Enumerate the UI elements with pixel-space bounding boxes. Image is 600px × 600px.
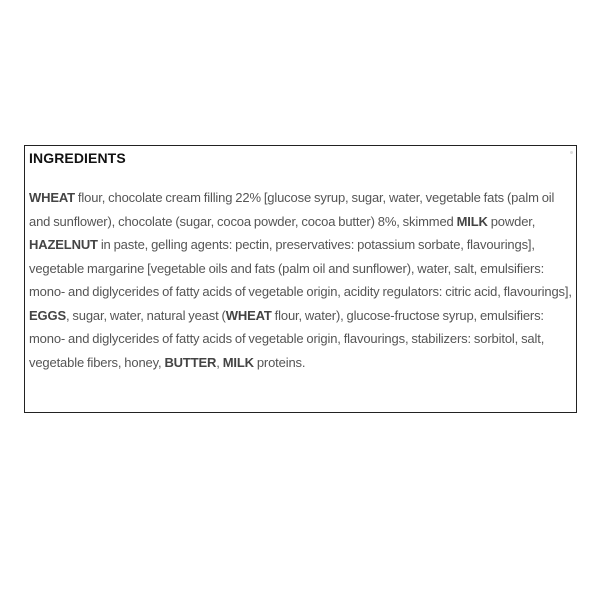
ingredient-text: flour, chocolate cream filling 22% [glucose syrup, sugar, water, vegetable fats (palm oil and sunflower), chocolate (sugar, cocoa powder, cocoa butter) 8%, skimmed bbox=[29, 190, 555, 229]
ingredients-list bbox=[29, 186, 574, 374]
ingredient-text: flour, water), glucose-fructose syrup, emulsifiers: mono- and diglycerides of fatty acids of vegetable origin, flavourings, stabilizers: sorbitol, salt, vegetable fibers, honey, bbox=[29, 307, 545, 370]
allergen-milk: MILK bbox=[222, 354, 254, 370]
allergen-wheat: WHEAT bbox=[225, 307, 272, 323]
allergen-milk: MILK bbox=[456, 213, 488, 229]
allergen-wheat: WHEAT bbox=[29, 190, 75, 205]
ingredients-heading: INGREDIENTS bbox=[29, 150, 126, 166]
ingredient-text: proteins. bbox=[253, 354, 306, 370]
ingredients-label bbox=[24, 145, 577, 413]
allergen-eggs: EGGS bbox=[29, 307, 66, 323]
allergen-butter: BUTTER bbox=[164, 354, 217, 370]
ingredient-text: , sugar, water, natural yeast ( bbox=[65, 307, 226, 323]
ingredient-text: powder, bbox=[487, 213, 536, 229]
allergen-hazelnut: HAZELNUT bbox=[29, 237, 98, 252]
ingredient-text: in paste, gelling agents: pectin, preservatives: potassium sorbate, flavourings], vegetable margarine [vegetable oils and fats (palm oil and sunflower), water, salt, emulsifiers: mono- and diglycerides of fatty acids of vegetable origin, acidity regulators: citric acid, flavourings], bbox=[29, 237, 572, 299]
ingredient-text: , bbox=[216, 354, 223, 370]
corner-mark bbox=[570, 151, 573, 154]
